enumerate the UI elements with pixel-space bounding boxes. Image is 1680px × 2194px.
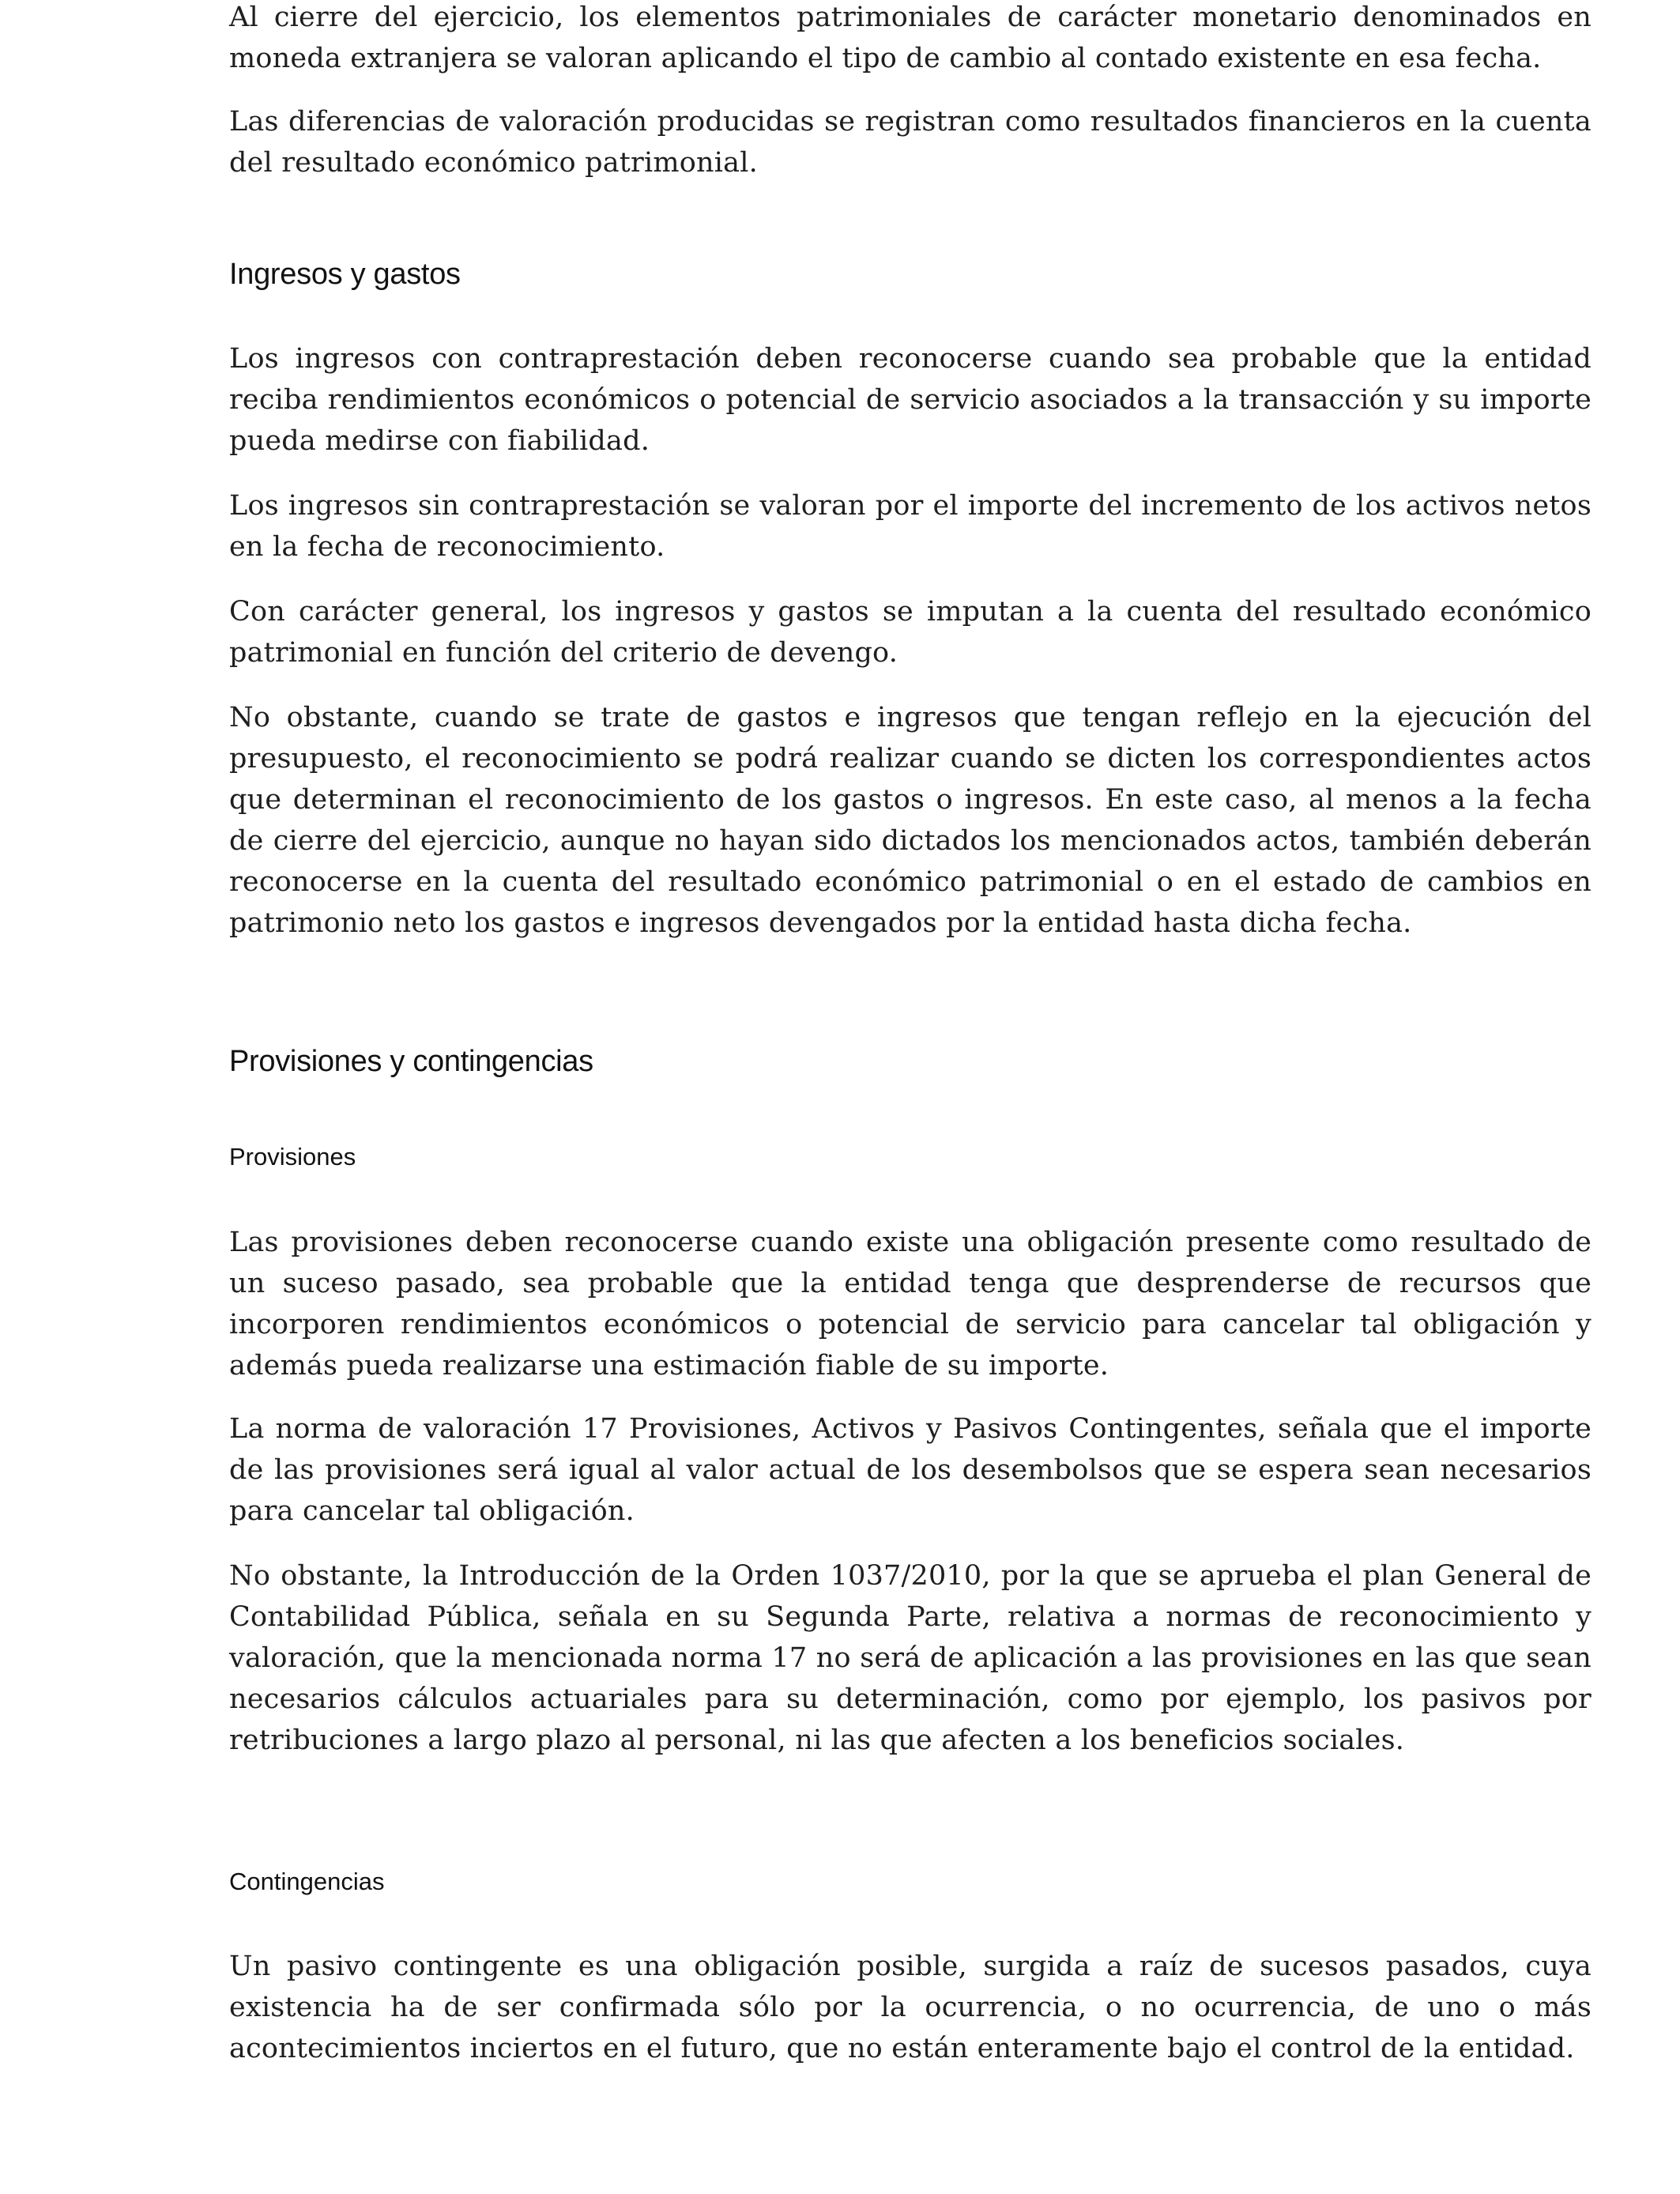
paragraph-moneda-extranjera: Al cierre del ejercicio, los elementos patrimoniales de carácter monetario denominados en moneda extranjera se valoran aplicando el tipo de cambio al contado existente en esa fecha. — [229, 2, 1591, 74]
subheading-contingencias: Contingencias — [229, 1868, 385, 1895]
paragraph-criterio-devengo: Con carácter general, los ingresos y gastos se imputan a la cuenta del resultado económico patrimonial en función del criterio de devengo. — [229, 596, 1591, 669]
paragraph-ingresos-contraprestacion: Los ingresos con contraprestación deben reconocerse cuando sea probable que la entidad reciba rendimientos económicos o potencial de servicio asociados a la transacción y su importe pueda medirse con fiabilidad. — [229, 343, 1591, 457]
paragraph-diferencias-valoracion: Las diferencias de valoración producidas se registran como resultados financieros en la cuenta del resultado económico patrimonial. — [229, 106, 1591, 179]
paragraph-orden-1037-2010: No obstante, la Introducción de la Orden 1037/2010, por la que se aprueba el plan General de Contabilidad Pública, señala en su Segunda Parte, relativa a normas de reconocimiento y valoración, que la mencionada norma 17 no será de aplicación a las provisiones en las que sean necesarios cálculos actuariales para su determinación, como por ejemplo, los pasivos por retribuciones a largo plazo al personal, ni las que afecten a los beneficios sociales. — [229, 1560, 1591, 1756]
paragraph-no-obstante-presupuesto: No obstante, cuando se trate de gastos e ingresos que tengan reflejo en la ejecución del presupuesto, el reconocimiento se podrá realizar cuando se dicten los correspondientes actos que determinan el reconocimiento de los gastos o ingresos. En este caso, al menos a la fecha de cierre del ejercicio, aunque no hayan sido dictados los mencionados actos, también deberán reconocerse en la cuenta del resultado económico patrimonial o en el estado de cambios en patrimonio neto los gastos e ingresos devengados por la entidad hasta dicha fecha. — [229, 702, 1591, 939]
paragraph-norma-valoracion-17: La norma de valoración 17 Provisiones, Activos y Pasivos Contingentes, señala que el importe de las provisiones será igual al valor actual de los desembolsos que se espera sean necesarios para cancelar tal obligación. — [229, 1413, 1591, 1527]
paragraph-pasivo-contingente: Un pasivo contingente es una obligación posible, surgida a raíz de sucesos pasados, cuya existencia ha de ser confirmada sólo por la ocurrencia, o no ocurrencia, de uno o más acontecimientos inciertos en el futuro, que no están enteramente bajo el control de la entidad. — [229, 1951, 1591, 2064]
heading-ingresos-y-gastos: Ingresos y gastos — [229, 258, 461, 291]
heading-provisiones-y-contingencias: Provisiones y contingencias — [229, 1045, 593, 1078]
paragraph-ingresos-sin-contraprestacion: Los ingresos sin contraprestación se valoran por el importe del incremento de los activos netos en la fecha de reconocimiento. — [229, 490, 1591, 563]
paragraph-provisiones-reconocimiento: Las provisiones deben reconocerse cuando existe una obligación presente como resultado de un suceso pasado, sea probable que la entidad tenga que desprenderse de recursos que incorporen rendimientos económicos o potencial de servicio para cancelar tal obligación y además pueda realizarse una estimación fiable de su importe. — [229, 1227, 1591, 1382]
subheading-provisiones: Provisiones — [229, 1143, 356, 1171]
